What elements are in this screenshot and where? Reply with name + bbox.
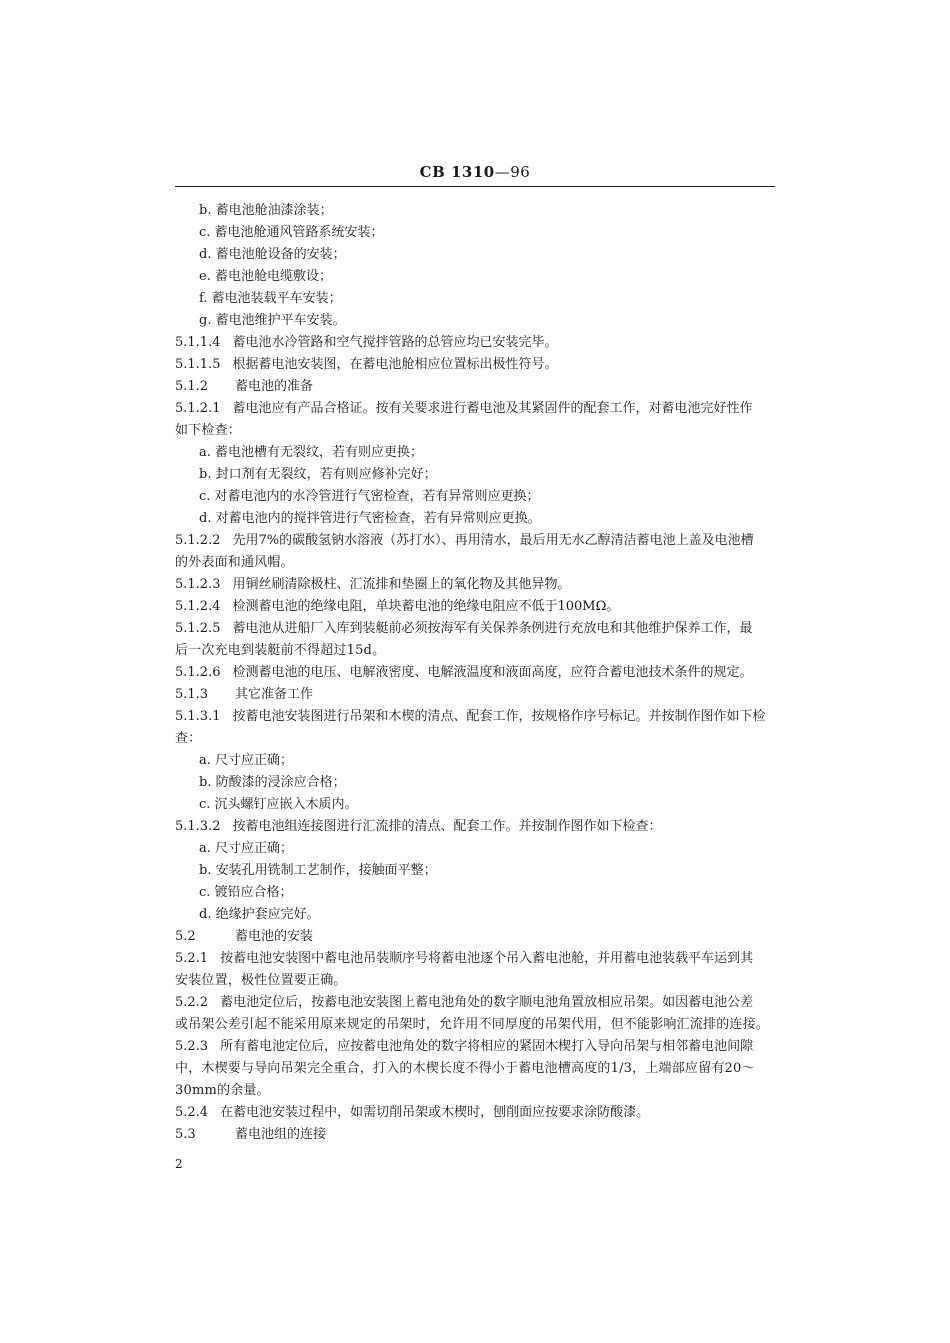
- clause-paragraph: [175, 706, 775, 728]
- clause-text: 根据蓄电池安装图，在蓄电池舱相应位置标出极性符号。: [232, 357, 558, 372]
- list-item: d. 蓄电池舱设备的安装；: [199, 247, 346, 262]
- clause-number: 5.1.1.5: [175, 357, 221, 372]
- list-item: f. 蓄电池装载平车安装；: [199, 291, 342, 306]
- paragraph-continuation: 安装位置，极性位置要正确。: [175, 973, 347, 988]
- list-item: c. 对蓄电池内的水冷管进行气密检查，若有异常则应更换；: [199, 489, 540, 504]
- clause-number: 5.2.3: [175, 1039, 209, 1054]
- clause-text: 所有蓄电池定位后，应按蓄电池角处的数字将相应的紧固木楔打入导向吊架与相邻蓄电池间隙: [220, 1039, 754, 1054]
- list-item: d. 对蓄电池内的搅拌管进行气密检查，若有异常则应更换。: [199, 511, 541, 526]
- clause-number: 5.1.3: [175, 687, 209, 702]
- paragraph-continuation: 查：: [175, 731, 202, 746]
- clause-paragraph: [175, 574, 775, 596]
- paragraph-continuation: 30mm的余量。: [175, 1083, 270, 1098]
- paragraph-continuation: 如下检查：: [175, 423, 242, 438]
- document-body: [175, 200, 775, 1146]
- clause-number: 5.1.2.3: [175, 577, 221, 592]
- clause-paragraph: [175, 618, 775, 640]
- list-item: g. 蓄电池维护平车安装。: [199, 313, 346, 328]
- section-heading: [175, 1124, 775, 1146]
- clause-number: 5.3: [175, 1127, 196, 1142]
- clause-text: 按蓄电池组连接图进行汇流排的清点、配套工作。并按制作图作如下检查：: [232, 819, 662, 834]
- paragraph-continuation: 中，木楔要与导向吊架完全重合，打入的木楔长度不得小于蓄电池槽高度的1/3，上端部应留有20～: [175, 1061, 755, 1076]
- clause-paragraph: [175, 1036, 775, 1058]
- clause-paragraph: [175, 948, 775, 970]
- clause-paragraph: [175, 332, 775, 354]
- clause-text: 检测蓄电池的电压、电解液密度、电解液温度和液面高度，应符合蓄电池技术条件的规定。: [232, 665, 753, 680]
- clause-number: 5.2.4: [175, 1105, 209, 1120]
- list-item: b. 防酸漆的浸涂应合格；: [199, 775, 346, 790]
- section-heading: [175, 376, 775, 398]
- clause-paragraph: [175, 596, 775, 618]
- list-item: a. 尺寸应正确；: [199, 753, 294, 768]
- list-item: e. 蓄电池舱电缆敷设；: [199, 269, 332, 284]
- list-item: c. 蓄电池舱通风管路系统安装；: [199, 225, 384, 240]
- clause-text: 检测蓄电池的绝缘电阻，单块蓄电池的绝缘电阻应不低于100MΩ。: [232, 599, 620, 614]
- page-number: 2: [175, 1157, 183, 1171]
- clause-number: 5.1.2.4: [175, 599, 221, 614]
- clause-text: 蓄电池应有产品合格证。按有关要求进行蓄电池及其紧固件的配套工作，对蓄电池完好性作: [232, 401, 753, 416]
- clause-text: 按蓄电池安装图中蓄电池吊装顺序号将蓄电池逐个吊入蓄电池舱，并用蓄电池装载平车运到其: [220, 951, 754, 966]
- clause-paragraph: [175, 354, 775, 376]
- list-item: b. 蓄电池舱油漆涂装；: [199, 203, 333, 218]
- clause-paragraph: [175, 992, 775, 1014]
- clause-paragraph: [175, 662, 775, 684]
- clause-number: 5.1.2.6: [175, 665, 221, 680]
- clause-number: 5.1.2.5: [175, 621, 221, 636]
- clause-text: 用铜丝刷清除极柱、汇流排和垫圈上的氧化物及其他异物。: [232, 577, 571, 592]
- clause-paragraph: [175, 530, 775, 552]
- clause-text: 先用7%的碳酸氢钠水溶液（苏打水）、再用清水，最后用无水乙醇清洁蓄电池上盖及电池槽: [232, 533, 754, 548]
- clause-text: 蓄电池定位后，按蓄电池安装图上蓄电池角处的数字顺电池角置放相应吊架。如因蓄电池公差: [220, 995, 754, 1010]
- clause-number: 5.1.2.2: [175, 533, 221, 548]
- clause-number: 5.1.2: [175, 379, 209, 394]
- clause-text: 按蓄电池安装图进行吊架和木楔的清点、配套工作，按规格作序号标记。并按制作图作如下检: [232, 709, 766, 724]
- header-dash: —: [494, 163, 511, 181]
- clause-text: 在蓄电池安装过程中，如需切削吊架或木楔时，刨削面应按要求涂防酸漆。: [220, 1105, 650, 1120]
- clause-paragraph: [175, 398, 775, 420]
- list-item: b. 安装孔用铣制工艺制作，接触面平整；: [199, 863, 437, 878]
- clause-number: 5.1.3.1: [175, 709, 221, 724]
- clause-paragraph: [175, 816, 775, 838]
- list-item: a. 尺寸应正确；: [199, 841, 294, 856]
- standard-year: 96: [510, 163, 531, 181]
- page-header: [0, 163, 950, 181]
- clause-number: 5.2.1: [175, 951, 209, 966]
- standard-code: CB 1310: [419, 163, 495, 181]
- clause-text: 蓄电池水冷管路和空气搅拌管路的总管应均已安装完毕。: [232, 335, 558, 350]
- paragraph-continuation: 后一次充电到装艇前不得超过15d。: [175, 643, 386, 658]
- list-item: c. 沉头螺钉应嵌入木质内。: [199, 797, 358, 812]
- clause-text: 其它准备工作: [235, 687, 314, 702]
- clause-text: 蓄电池组的连接: [235, 1127, 327, 1142]
- header-rule: [175, 186, 775, 187]
- clause-number: 5.1.1.4: [175, 335, 221, 350]
- list-item: c. 镀铅应合格；: [199, 885, 293, 900]
- clause-number: 5.1.3.2: [175, 819, 221, 834]
- clause-number: 5.1.2.1: [175, 401, 221, 416]
- clause-text: 蓄电池从进船厂入库到装艇前必须按海军有关保养条例进行充放电和其他维护保养工作，最: [232, 621, 753, 636]
- clause-number: 5.2.2: [175, 995, 209, 1010]
- paragraph-continuation: 或吊架公差引起不能采用原来规定的吊架时，允许用不同厚度的吊架代用，但不能影响汇流排的连接。: [175, 1017, 770, 1032]
- clause-paragraph: [175, 1102, 775, 1124]
- clause-text: 蓄电池的准备: [235, 379, 314, 394]
- section-heading: [175, 926, 775, 948]
- clause-text: 蓄电池的安装: [235, 929, 314, 944]
- clause-number: 5.2: [175, 929, 196, 944]
- section-heading: [175, 684, 775, 706]
- list-item: b. 封口剂有无裂纹，若有则应修补完好；: [199, 467, 437, 482]
- paragraph-continuation: 的外表面和通风帽。: [175, 555, 294, 570]
- list-item: a. 蓄电池槽有无裂纹，若有则应更换；: [199, 445, 424, 460]
- list-item: d. 绝缘护套应完好。: [199, 907, 320, 922]
